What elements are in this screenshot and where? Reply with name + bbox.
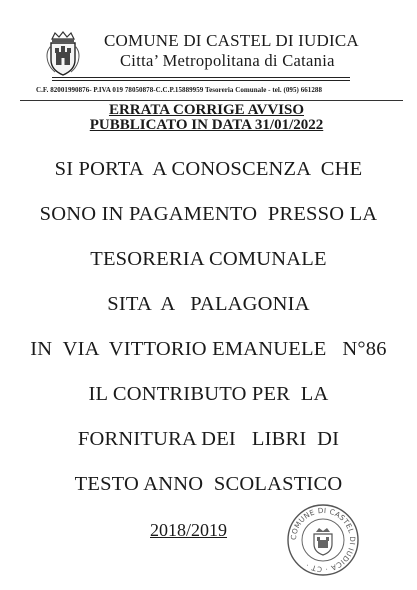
body-line-4: SITA A PALAGONIA bbox=[107, 293, 310, 315]
body-line-5: IN VIA VITTORIO EMANUELE N°86 bbox=[30, 338, 387, 360]
notice-title-line1: ERRATA CORRIGE AVVISO bbox=[108, 102, 305, 118]
header-rule-bottom bbox=[52, 80, 350, 81]
section-divider bbox=[20, 100, 403, 101]
municipal-crest-icon bbox=[43, 30, 83, 78]
notice-title-line2: PUBBLICATO IN DATA 31/01/2022 bbox=[89, 117, 324, 133]
body-line-6: IL CONTRIBUTO PER LA bbox=[88, 383, 329, 405]
body-line-1: SI PORTA A CONOSCENZA CHE bbox=[54, 158, 363, 180]
province-name: Citta’ Metropolitana di Catania bbox=[120, 51, 335, 70]
header-rule-top bbox=[52, 77, 350, 78]
body-line-7: FORNITURA DEI LIBRI DI bbox=[77, 428, 340, 450]
body-line-3: TESORERIA COMUNALE bbox=[90, 248, 327, 270]
school-year: 2018/2019 bbox=[150, 520, 228, 540]
official-stamp-icon bbox=[285, 502, 361, 578]
body-line-2: SONO IN PAGAMENTO PRESSO LA bbox=[39, 203, 378, 225]
fiscal-info: C.F. 82001990876- P.IVA 019 78050878-C.C.P.15889959 Tesoreria Comunale - tel. (095) 661288 bbox=[36, 86, 322, 94]
body-line-8: TESTO ANNO SCOLASTICO bbox=[74, 473, 343, 495]
svg-text:COMUNE DI CASTEL DI IUDICA · C: COMUNE DI CASTEL DI IUDICA · CT · bbox=[288, 505, 358, 575]
municipality-name: COMUNE DI CASTEL DI IUDICA bbox=[104, 31, 359, 50]
